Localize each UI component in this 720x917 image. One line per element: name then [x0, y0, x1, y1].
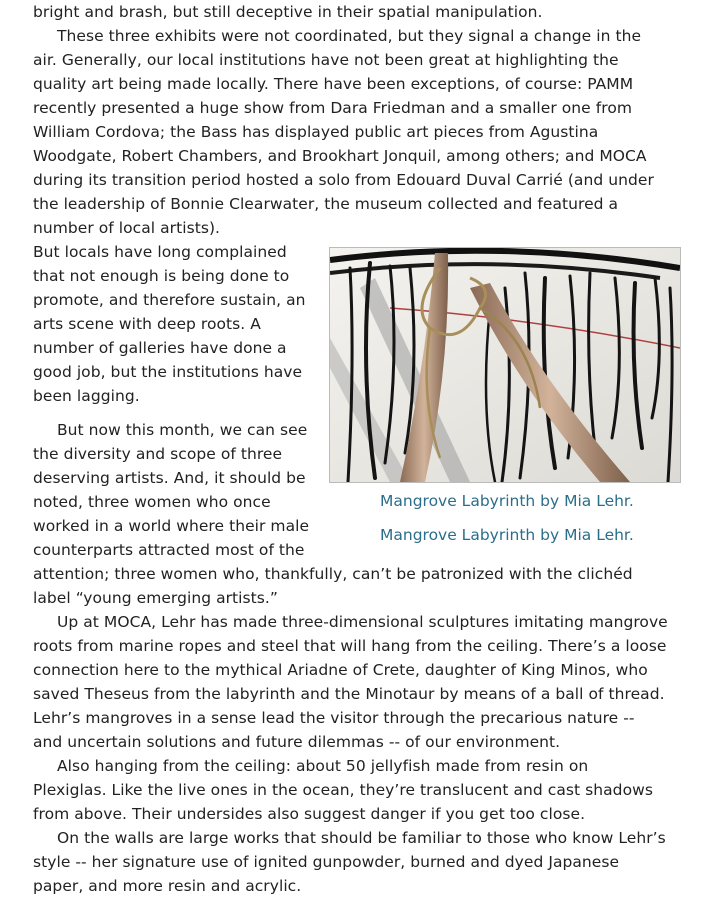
text-line: paper, and more resin and acrylic.	[33, 877, 302, 895]
text-line: But locals have long complained	[33, 243, 287, 261]
text-line: connection here to the mythical Ariadne of Crete, daughter of King Minos, who	[33, 661, 648, 679]
text-line: Up at MOCA, Lehr has made three-dimensional sculptures imitating mangrove	[57, 613, 668, 631]
text-line: roots from marine ropes and steel that will hang from the ceiling. There’s a loose	[33, 637, 667, 655]
text-line: Plexiglas. Like the live ones in the ocean, they’re translucent and cast shadows	[33, 781, 653, 799]
text-line: counterparts attracted most of the	[33, 541, 305, 559]
text-line: bright and brash, but still deceptive in their spatial manipulation.	[33, 3, 543, 21]
text-line: style -- her signature use of ignited gunpowder, burned and dyed Japanese	[33, 853, 620, 871]
text-line: noted, three women who once	[33, 493, 271, 511]
photo-caption: Mangrove Labyrinth by Mia Lehr.	[380, 526, 634, 544]
text-line: deserving artists. And, it should be	[33, 469, 306, 487]
text-line: worked in a world where their male	[33, 517, 310, 535]
text-line: saved Theseus from the labyrinth and the Minotaur by means of a ball of thread.	[33, 685, 665, 703]
text-line: during its transition period hosted a solo from Edouard Duval Carrié (and under	[33, 171, 654, 189]
text-line: label “young emerging artists.”	[33, 589, 278, 607]
text-line: been lagging.	[33, 387, 140, 405]
text-line: On the walls are large works that should be familiar to those who know Lehr’s	[57, 829, 666, 847]
mangrove-sculpture-photo	[329, 247, 681, 483]
text-line: and uncertain solutions and future dilemmas -- of our environment.	[33, 733, 561, 751]
text-line: number of local artists).	[33, 219, 221, 237]
text-line: These three exhibits were not coordinated, but they signal a change in the	[57, 27, 642, 45]
text-line: the leadership of Bonnie Clearwater, the museum collected and featured a	[33, 195, 619, 213]
text-line: quality art being made locally. There have been exceptions, of course: PAMM	[33, 75, 634, 93]
text-line: recently presented a huge show from Dara Friedman and a smaller one from	[33, 99, 633, 117]
text-line: that not enough is being done to	[33, 267, 290, 285]
photo-caption: Mangrove Labyrinth by Mia Lehr.	[380, 492, 634, 510]
text-line: Also hanging from the ceiling: about 50 jellyfish made from resin on	[57, 757, 589, 775]
text-line: But now this month, we can see	[57, 421, 308, 439]
text-line: from above. Their undersides also suggest danger if you get too close.	[33, 805, 586, 823]
text-line: the diversity and scope of three	[33, 445, 283, 463]
text-line: attention; three women who, thankfully, can’t be patronized with the clichéd	[33, 565, 633, 583]
text-line: Woodgate, Robert Chambers, and Brookhart Jonquil, among others; and MOCA	[33, 147, 647, 165]
text-line: number of galleries have done a	[33, 339, 287, 357]
text-line: Lehr’s mangroves in a sense lead the visitor through the precarious nature --	[33, 709, 635, 727]
text-line: good job, but the institutions have	[33, 363, 303, 381]
text-line: arts scene with deep roots. A	[33, 315, 261, 333]
text-line: William Cordova; the Bass has displayed public art pieces from Agustina	[33, 123, 599, 141]
text-line: air. Generally, our local institutions have not been great at highlighting the	[33, 51, 619, 69]
text-line: promote, and therefore sustain, an	[33, 291, 306, 309]
